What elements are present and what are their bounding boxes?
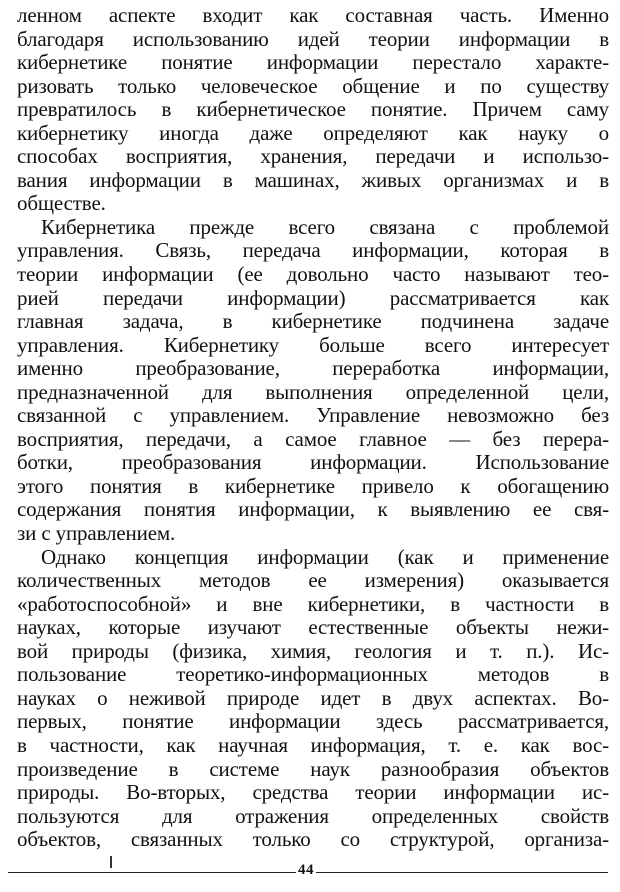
text-line: главная задача, в кибернетике подчинена задаче — [17, 309, 609, 334]
scan-mark — [110, 856, 112, 868]
paragraph-2 — [17, 216, 609, 546]
text-line: первых, понятие информации здесь рассматривается, — [17, 709, 609, 734]
text-line: ризовать только человеческое общение и по существу — [17, 73, 609, 98]
text-line: вой природы (физика, химия, геология и т. п.). Ис- — [17, 638, 609, 663]
paragraph-1 — [17, 4, 609, 216]
text-line: ботки, преобразования информации. Использование — [17, 450, 609, 475]
page-number: 44 — [298, 862, 314, 878]
paragraph-3 — [17, 546, 609, 852]
text-line: объектов, связанных только со структурой, организа- — [17, 827, 609, 852]
text-line: «работоспособной» и вне кибернетики, в частности в — [17, 591, 609, 616]
text-line: восприятия, передачи, а самое главное — без перера- — [17, 426, 609, 451]
text-line: теории информации (ее довольно часто называют тео- — [17, 262, 609, 287]
text-line: пользование теоретико-информационных методов в — [17, 662, 609, 687]
text-line: обществе. — [17, 191, 106, 216]
text-line: кибернетике понятие информации перестало характе- — [17, 50, 609, 75]
text-line: науках, которые изучают естественные объекты нежи- — [17, 615, 609, 640]
text-line: предназначенной для выполнения определенной цели, — [17, 379, 609, 404]
text-line: науках о неживой природе идет в двух аспектах. Во- — [17, 685, 609, 710]
text-line: благодаря использованию идей теории информации в — [17, 26, 609, 51]
text-line: превратилось в кибернетическое понятие. Причем саму — [17, 97, 609, 122]
text-line: рией передачи информации) рассматривается как — [17, 285, 609, 310]
text-line: кибернетику иногда даже определяют как науку о — [17, 120, 609, 145]
text-line: способах восприятия, хранения, передачи и использо- — [17, 144, 609, 169]
text-line: в частности, как научная информация, т. е. как вос- — [17, 732, 609, 757]
text-line: связанной с управлением. Управление невозможно без — [17, 403, 609, 428]
text-line: произведение в системе наук разнообразия объектов — [17, 756, 609, 781]
text-line: управления. Кибернетику больше всего интересует — [17, 332, 609, 357]
page-body — [17, 4, 609, 852]
text-line: содержания понятия информации, к выявлению ее свя- — [17, 497, 609, 522]
text-line: Кибернетика прежде всего связана с проблемой — [41, 214, 609, 239]
text-line: пользуются для отражения определенных свойств — [17, 803, 609, 828]
text-line: этого понятия в кибернетике привело к обогащению — [17, 473, 609, 498]
text-line: Однако концепция информации (как и применение — [41, 544, 609, 569]
text-line: управления. Связь, передача информации, которая в — [17, 238, 609, 263]
text-line: количественных методов ее измерения) оказывается — [17, 568, 609, 593]
text-line: зи с управлением. — [17, 521, 176, 546]
text-line: природы. Во-вторых, средства теории информации ис- — [17, 780, 609, 805]
text-line: ленном аспекте входит как составная часть. Именно — [17, 3, 609, 27]
text-line: именно преобразование, переработка информации, — [17, 356, 609, 381]
text-line: вания информации в машинах, живых организмах и в — [17, 167, 609, 192]
